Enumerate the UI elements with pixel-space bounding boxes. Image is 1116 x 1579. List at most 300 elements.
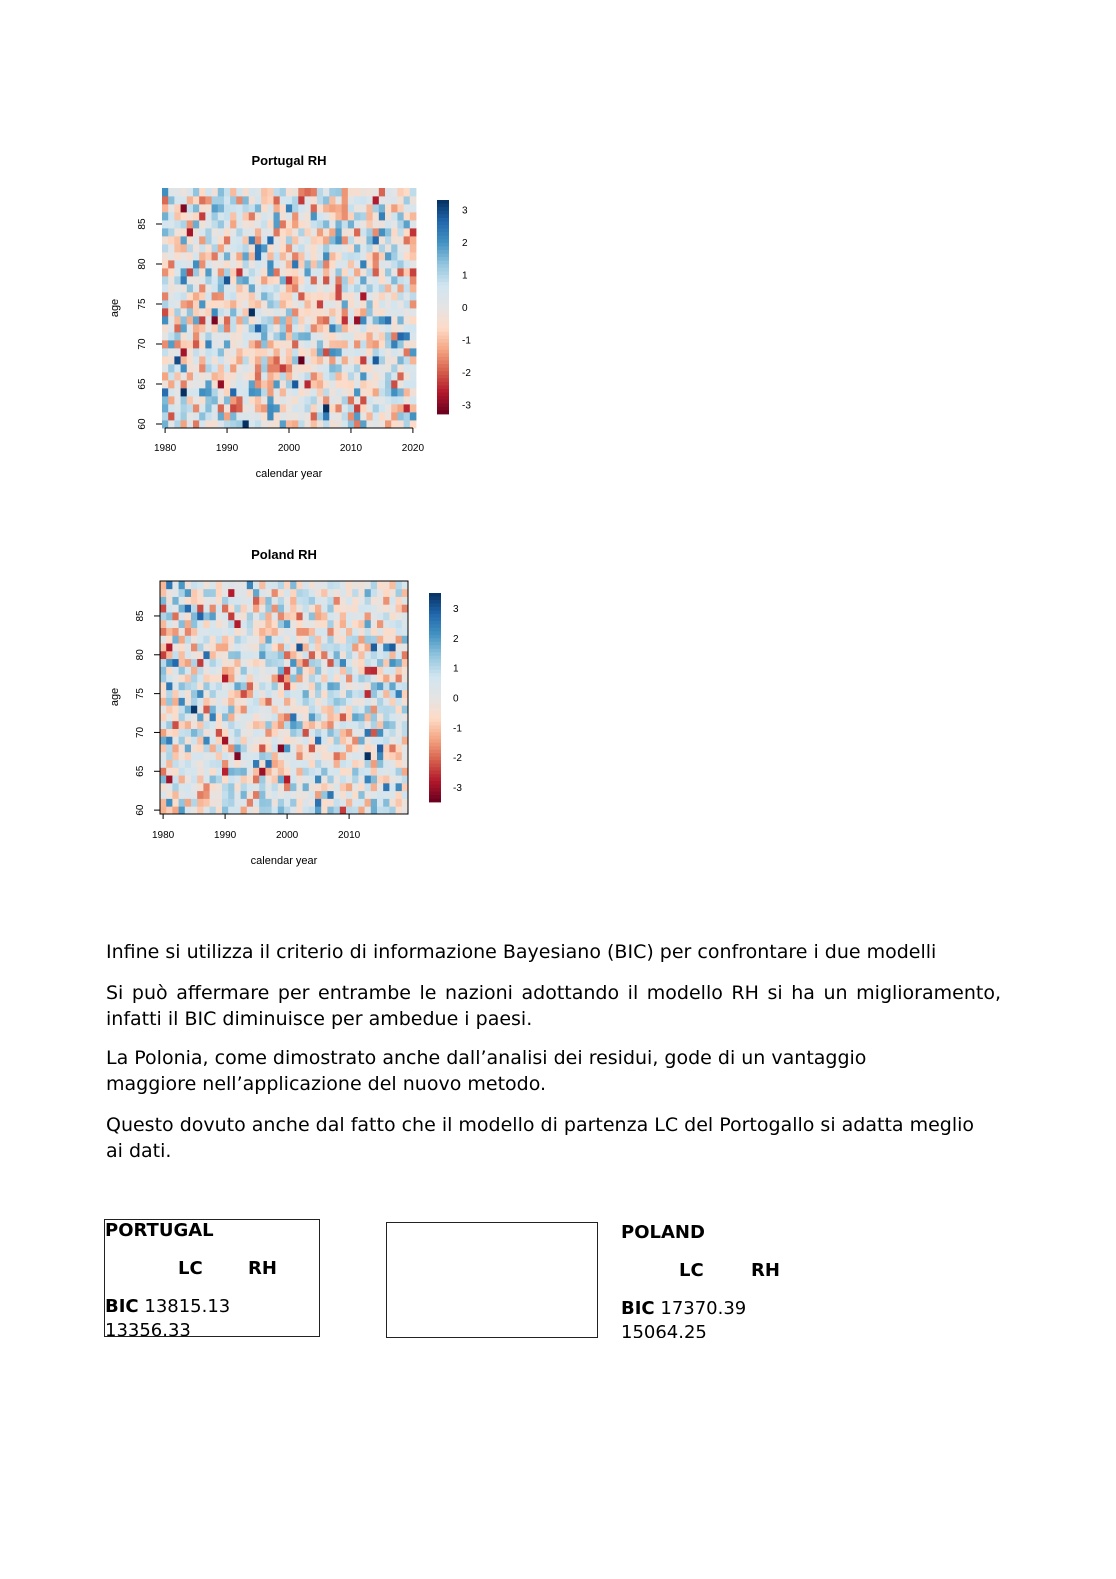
heatmap-cell [389,767,396,775]
heatmap-cell [172,589,179,597]
heatmap-cell [396,643,403,651]
heatmap-cell [265,651,272,659]
heatmap-cell [383,682,390,690]
heatmap-cell [247,581,254,589]
heatmap-cell [228,620,235,628]
heatmap-cell [389,690,396,698]
heatmap-cell [303,767,310,775]
heatmap-cell [278,760,285,768]
heatmap-cell [389,674,396,682]
heatmap-cell [228,659,235,667]
heatmap-cell [365,752,372,760]
heatmap-cell [234,705,241,713]
heatmap-cell [172,775,179,783]
heatmap-cell [383,721,390,729]
heatmap-cell [303,760,310,768]
heatmap-cell [166,736,173,744]
heatmap-cell [358,736,365,744]
heatmap-cell [383,666,390,674]
table-title: PORTUGAL [105,1220,214,1241]
heatmap-cell [216,783,223,791]
heatmap-cell [247,635,254,643]
heatmap-cell [315,767,322,775]
heatmap-cell [309,690,316,698]
heatmap-cell [303,659,310,667]
bic-lc-value: 17370.39 [660,1298,747,1319]
heatmap-cell [315,783,322,791]
heatmap-cell [352,589,359,597]
heatmap-cell [191,651,198,659]
heatmap-cell [352,682,359,690]
heatmap-cell [160,705,167,713]
heatmap-cell [172,682,179,690]
heatmap-cell [259,589,266,597]
heatmap-cell [241,713,248,721]
heatmap-cell [352,628,359,636]
heatmap-cell [352,666,359,674]
legend-tick-label: -2 [462,367,471,379]
heatmap-cell [346,744,353,752]
heatmap-cell [284,682,291,690]
heatmap-cell [197,783,204,791]
heatmap-cell [309,791,316,799]
heatmap-cell [222,698,229,706]
heatmap-cell [358,651,365,659]
heatmap-cell [265,643,272,651]
heatmap-cell [334,775,341,783]
y-tick-label: 65 [137,378,148,390]
heatmap-cell [265,775,272,783]
heatmap-cell [259,760,266,768]
heatmap-cell [389,791,396,799]
heatmap-cell [253,744,260,752]
heatmap-cell [216,806,223,814]
heatmap-cell [315,752,322,760]
heatmap-cell [259,798,266,806]
heatmap-cell [247,597,254,605]
heatmap-cell [259,752,266,760]
heatmap-cell [253,775,260,783]
heatmap-cell [315,674,322,682]
heatmap-cell [222,767,229,775]
color-legend-segment [429,792,441,796]
heatmap-cell [346,597,353,605]
heatmap-cell [241,698,248,706]
heatmap-cell [327,643,334,651]
heatmap-cell [222,729,229,737]
heatmap-cell [197,775,204,783]
heatmap-cell [321,729,328,737]
heatmap-cell [284,643,291,651]
heatmap-cell [222,713,229,721]
heatmap-cell [327,682,334,690]
heatmap-cell [228,806,235,814]
heatmap-cell [290,581,297,589]
heatmap-cell [309,775,316,783]
heatmap-cell [185,783,192,791]
heatmap-cell [166,698,173,706]
heatmap-cell [396,604,403,612]
heatmap-cell [210,612,217,620]
heatmap-cell [265,713,272,721]
heatmap-cell [222,635,229,643]
heatmap-cell [160,798,167,806]
heatmap-cell [185,581,192,589]
heatmap-cell [272,682,279,690]
heatmap-cell [290,705,297,713]
heatmap-cell [191,659,198,667]
heatmap-cell [334,713,341,721]
heatmap-cell [222,589,229,597]
heatmap-cell [172,752,179,760]
heatmap-cell [253,674,260,682]
heatmap-cell [210,752,217,760]
heatmap-cell [278,767,285,775]
color-legend-segment [429,680,441,684]
heatmap-cell [334,628,341,636]
heatmap-cell [340,806,347,814]
heatmap-cell [315,589,322,597]
heatmap-cell [358,682,365,690]
heatmap-cell [383,736,390,744]
heatmap-cell [396,791,403,799]
heatmap-cell [197,635,204,643]
heatmap-cell [290,666,297,674]
heatmap-cell [241,643,248,651]
heatmap-cell [203,674,210,682]
heatmap-cell [222,760,229,768]
heatmap-cell [228,798,235,806]
heatmap-cell [334,783,341,791]
heatmap-cell [172,806,179,814]
heatmap-cell [365,705,372,713]
heatmap-cell [352,783,359,791]
heatmap-cell [191,589,198,597]
heatmap-cell [290,798,297,806]
heatmap-cell [321,589,328,597]
x-tick-label: 2020 [401,443,425,454]
heatmap-cell [340,798,347,806]
heatmap-cell [203,767,210,775]
heatmap-cell [315,597,322,605]
heatmap-cell [334,666,341,674]
heatmap-cell [259,643,266,651]
heatmap-cell [172,767,179,775]
heatmap-cell [346,798,353,806]
heatmap-cell [396,729,403,737]
color-legend-segment [429,743,441,747]
heatmap-cell [402,775,409,783]
heatmap-cell [327,791,334,799]
heatmap-cell [216,666,223,674]
heatmap-cell [259,620,266,628]
heatmap-cell [371,581,378,589]
heatmap-cell [253,721,260,729]
heatmap-cell [383,729,390,737]
heatmap-cell [228,775,235,783]
heatmap-cell [402,666,409,674]
heatmap-cell [265,798,272,806]
heatmap-cell [402,760,409,768]
heatmap-cell [340,705,347,713]
heatmap-cell [222,643,229,651]
legend-tick-label: 2 [462,238,468,250]
heatmap-cell [396,775,403,783]
color-legend-segment [429,607,441,611]
heatmap-cell [234,713,241,721]
heatmap-cell [340,643,347,651]
heatmap-cell [172,635,179,643]
heatmap-cell [185,760,192,768]
color-legend-segment [429,635,441,639]
heatmap-cell [352,729,359,737]
color-legend-segment [429,722,441,726]
heatmap-cell [203,798,210,806]
heatmap-cell [179,589,186,597]
color-legend-segment [429,698,441,702]
heatmap-cell [377,736,384,744]
heatmap-cell [396,612,403,620]
heatmap-cell [179,635,186,643]
heatmap-cell [278,597,285,605]
heatmap-cell [259,635,266,643]
heatmap-cell [346,775,353,783]
heatmap-cell [222,674,229,682]
color-legend-segment [429,799,441,803]
heatmap-cell [210,589,217,597]
heatmap-cell [303,682,310,690]
heatmap-cell [371,666,378,674]
heatmap-cell [340,589,347,597]
heatmap-cell [172,705,179,713]
heatmap-cell [327,635,334,643]
heatmap-cell [241,791,248,799]
heatmap-cell [290,674,297,682]
heatmap-cell [259,729,266,737]
heatmap-cell [203,721,210,729]
heatmap-cell [315,760,322,768]
color-legend-segment [429,666,441,670]
heatmap-cell [253,760,260,768]
heatmap-cell [327,806,334,814]
heatmap-cell [402,635,409,643]
heatmap-cell [371,783,378,791]
color-legend-segment [429,628,441,632]
heatmap-cell [309,767,316,775]
heatmap-cell [296,604,303,612]
heatmap-cell [265,721,272,729]
heatmap-cell [327,698,334,706]
heatmap-cell [253,806,260,814]
heatmap-cell [402,806,409,814]
heatmap-cell [241,767,248,775]
heatmap-cell [197,752,204,760]
heatmap-cell [340,674,347,682]
heatmap-cell [352,705,359,713]
heatmap-cell [296,705,303,713]
heatmap-cell [191,674,198,682]
heatmap-cell [284,760,291,768]
heatmap-cell [296,635,303,643]
heatmap-cell [191,666,198,674]
heatmap-cell [321,736,328,744]
heatmap-cell [210,705,217,713]
heatmap-cell [309,651,316,659]
heatmap-cell [253,659,260,667]
heatmap-cell [253,736,260,744]
heatmap-cell [278,589,285,597]
y-tick-label: 80 [135,649,146,661]
heatmap-cell [272,721,279,729]
heatmap-cell [402,744,409,752]
heatmap-cell [296,791,303,799]
heatmap-cell [327,783,334,791]
heatmap-cell [234,783,241,791]
color-legend-segment [429,593,441,597]
heatmap-cell [253,620,260,628]
heatmap-cell [365,597,372,605]
heatmap-cell [265,744,272,752]
heatmap-cell [278,775,285,783]
color-legend-segment [429,656,441,660]
heatmap-cell [383,589,390,597]
x-tick-label: 2000 [275,830,299,841]
heatmap-cell [247,612,254,620]
heatmap-cell [172,721,179,729]
heatmap-cell [284,775,291,783]
heatmap-cell [303,783,310,791]
color-legend-segment [429,621,441,625]
heatmap-cell [185,744,192,752]
heatmap-cell [172,659,179,667]
heatmap-cell [334,643,341,651]
heatmap-cell [296,767,303,775]
heatmap-cell [228,651,235,659]
color-legend-segment [429,603,441,607]
heatmap-cell [203,651,210,659]
heatmap-cell [241,659,248,667]
heatmap-cell [160,744,167,752]
color-legend-segment [429,645,441,649]
heatmap-cell [334,752,341,760]
heatmap-cell [396,674,403,682]
heatmap-cell [371,659,378,667]
color-legend-segment [429,718,441,722]
heatmap-cell [358,744,365,752]
heatmap-cell [216,760,223,768]
heatmap-cell [216,674,223,682]
heatmap-cell [203,620,210,628]
heatmap-cell [371,604,378,612]
heatmap-cell [203,682,210,690]
heatmap-cell [172,760,179,768]
heatmap-cell [334,760,341,768]
heatmap-cell [389,721,396,729]
heatmap-cell [321,682,328,690]
heatmap-cell [402,783,409,791]
row-label-bic: BIC [621,1298,655,1319]
heatmap-cell [160,698,167,706]
heatmap-cell [309,581,316,589]
heatmap-cell [172,729,179,737]
heatmap-cell [197,736,204,744]
color-legend-segment [429,691,441,695]
heatmap-cell [265,760,272,768]
heatmap-cell [191,767,198,775]
heatmap-cell [241,721,248,729]
heatmap-cell [160,721,167,729]
heatmap-cell [346,736,353,744]
heatmap-cell [346,635,353,643]
heatmap-cell [210,744,217,752]
heatmap-cell [334,589,341,597]
heatmap-cell [309,682,316,690]
heatmap-cell [340,635,347,643]
heatmap-cell [365,760,372,768]
heatmap-cell [216,698,223,706]
heatmap-cell [303,744,310,752]
heatmap-cell [377,643,384,651]
heatmap-cell [346,581,353,589]
heatmap-cell [358,635,365,643]
heatmap-cell [346,721,353,729]
heatmap-cell [191,628,198,636]
heatmap-cell [210,690,217,698]
heatmap-cell [222,744,229,752]
heatmap-cell [296,620,303,628]
paragraph-portugal-fit: Questo dovuto anche dal fatto che il modello di partenza LC del Portogallo si adatta meglio ai dati. [106,1114,975,1162]
heatmap-cell [284,752,291,760]
row-label-bic: BIC [105,1296,139,1317]
heatmap-cell [340,597,347,605]
heatmap-cell [185,597,192,605]
heatmap-cell [396,581,403,589]
heatmap-cell [321,713,328,721]
heatmap-cell [296,783,303,791]
heatmap-cell [321,698,328,706]
heatmap-cell [371,612,378,620]
heatmap-cell [272,806,279,814]
heatmap-cell [327,721,334,729]
color-legend-segment [429,725,441,729]
color-legend-segment [429,746,441,750]
heatmap-cell [259,581,266,589]
heatmap-cell [358,666,365,674]
heatmap-cell [228,682,235,690]
heatmap-cell [160,775,167,783]
heatmap-cell [327,666,334,674]
heatmap-cell [334,635,341,643]
heatmap-cell [222,752,229,760]
heatmap-cell [358,604,365,612]
heatmap-cell [315,698,322,706]
heatmap-cell [234,682,241,690]
heatmap-cell [284,604,291,612]
heatmap-cell [278,581,285,589]
heatmap-cell [203,628,210,636]
heatmap-cell [396,666,403,674]
heatmap-cell [377,666,384,674]
heatmap-cell [365,775,372,783]
heatmap-cell [259,767,266,775]
heatmap-cell [228,721,235,729]
heatmap-cell [284,635,291,643]
heatmap-cell [247,690,254,698]
heatmap-cell [358,721,365,729]
heatmap-cell [272,604,279,612]
heatmap-cell [203,690,210,698]
color-legend-segment [429,649,441,653]
